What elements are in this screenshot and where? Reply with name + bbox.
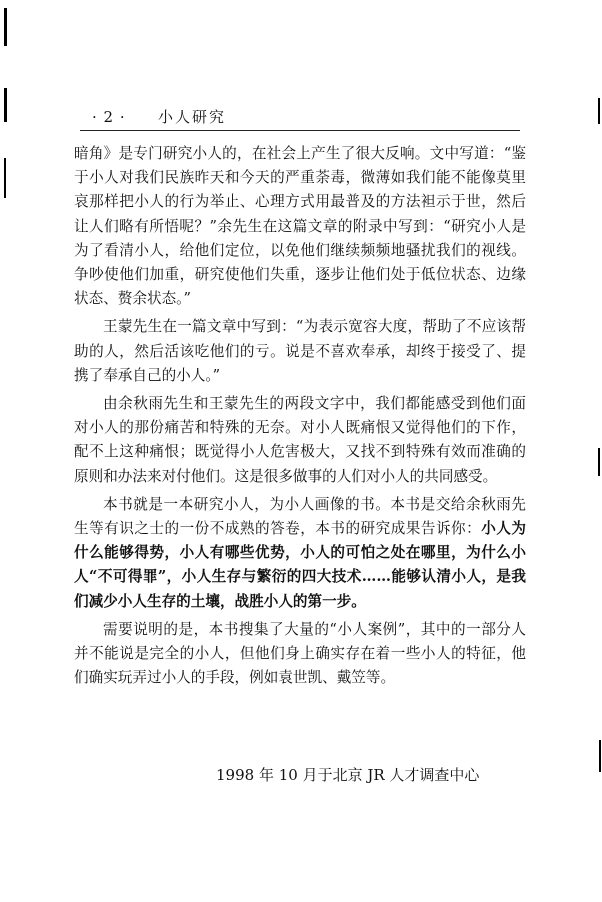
scan-edge-mark xyxy=(599,740,601,772)
signature-line: 1998 年 10 月于北京 JR 人才调查中心 xyxy=(216,766,480,784)
paragraph-3: 由余秋雨先生和王蒙先生的两段文字中，我们都能感受到他们面对小人的那份痛苦和特殊的无奈。对小人既痛恨又觉得他们的下作，配不上这种痛恨；既觉得小人危害极大，又找不到特殊有效而准确的原则和办法来对付他们。这是很多做事的人们对小人的共同感受。 xyxy=(74,395,526,485)
paragraph-4-bold: 小人为什么能够得势，小人有哪些优势，小人的可怕之处在哪里，为什么小人“不可得罪”，小人生存与繁衍的四大技术……能够认清小人，是我们减少小人生存的土壤，战胜小人的第一步。 xyxy=(74,520,526,610)
page-header xyxy=(80,104,520,131)
paragraph-4-plain: 本书就是一本研究小人，为小人画像的书。本书是交给余秋雨先生等有识之士的一份不成熟的答卷，本书的研究成果告诉你： xyxy=(74,495,526,538)
paragraph-2: 王蒙先生在一篇文章中写到：“为表示宽容大度，帮助了不应该帮助的人，然后活该吃他们的亏。说是不喜欢奉承，却终于接受了、提携了奉承自己的小人。” xyxy=(74,318,526,384)
scan-edge-mark xyxy=(4,8,7,46)
paragraph-1: 暗角》是专门研究小人的，在社会上产生了很大反响。文中写道：“鉴于小人对我们民族昨天和今天的严重荼毒，微薄如我们能不能像莫里哀那样把小人的行为举止、心理方式用最普及的方法袒示于世，然后让人们略有所悟呢？”余先生在这篇文章的附录中写到：“研究小人是为了看清小人，给他们定位，以免他们继续频频地骚扰我们的视线。争吵使他们加重，研究使他们失重，逐步让他们处于低位状态、边缘状态、赘余状态。” xyxy=(74,145,526,308)
scan-edge-mark xyxy=(4,88,7,122)
paragraph-5: 需要说明的是，本书搜集了大量的“小人案例”，其中的一部分人并不能说是完全的小人，但他们身上确实存在着一些小人的特征，他们确实玩弄过小人的手段，例如袁世凯、戴笠等。 xyxy=(74,620,526,687)
running-title: 小人研究 xyxy=(158,108,227,126)
scan-edge-mark xyxy=(598,98,600,124)
scan-edge-mark xyxy=(598,448,600,476)
page-number: · 2 · xyxy=(92,108,126,126)
body-text xyxy=(74,142,526,694)
paragraph-4 xyxy=(74,493,526,614)
scan-edge-mark xyxy=(4,158,6,198)
